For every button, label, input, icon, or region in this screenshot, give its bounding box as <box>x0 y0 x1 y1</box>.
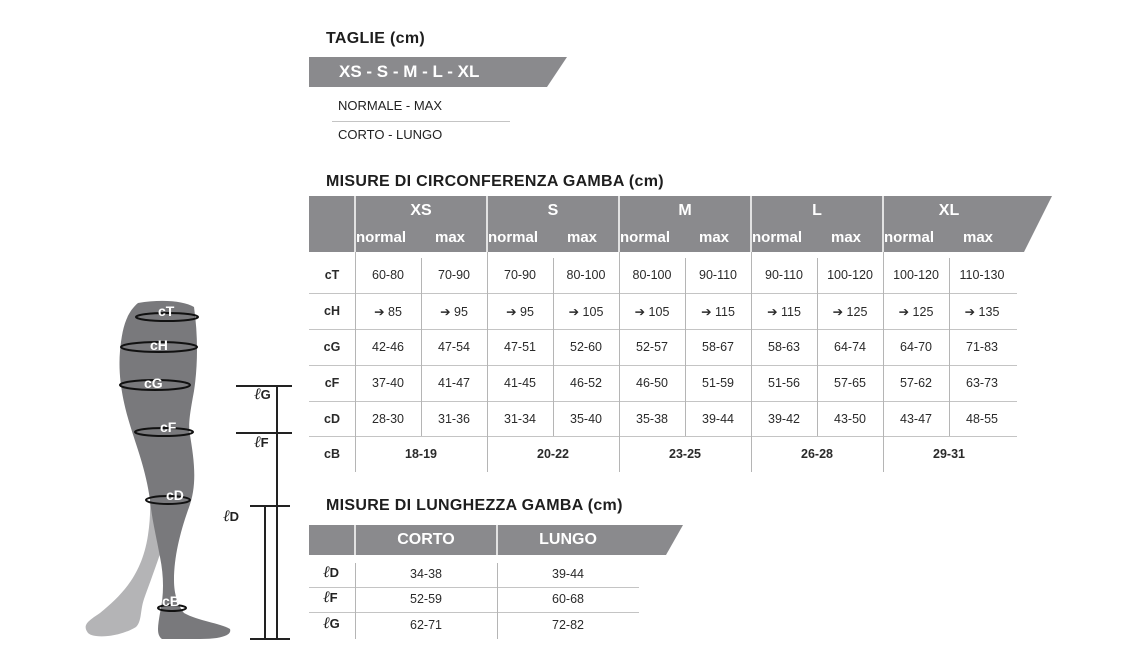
length-cell: 34-38 <box>410 567 442 581</box>
col-l: L <box>812 202 822 219</box>
cell-ct: 110-130 <box>959 268 1005 282</box>
sub-normal: normal <box>620 229 671 246</box>
row-label-cg: cG <box>323 340 341 354</box>
cell-ct: 90-110 <box>699 268 737 282</box>
cell-cf: 37-40 <box>372 376 404 390</box>
row-label-ch: cH <box>324 304 340 318</box>
row-label-cb: cB <box>324 447 340 461</box>
label-cd: cD <box>166 487 184 503</box>
label-ch: cH <box>150 337 168 353</box>
col-xl: XL <box>938 202 960 219</box>
cell-ch: ➔ 105 <box>568 305 604 319</box>
cell-ct: 100-120 <box>827 268 873 282</box>
cell-ct: 70-90 <box>438 268 470 282</box>
label-ct: cT <box>158 303 175 319</box>
cell-cg: 52-60 <box>570 340 602 354</box>
cell-cb: 23-25 <box>669 447 701 461</box>
cell-cd: 39-42 <box>768 412 800 426</box>
circ-title: MISURE DI CIRCONFERENZA GAMBA (cm) <box>326 173 664 190</box>
sizes-banner-text: XS - S - M - L - XL <box>339 62 480 81</box>
cell-cg: 58-63 <box>768 340 800 354</box>
cell-ch: ➔ 115 <box>701 305 735 319</box>
cell-cf: 51-56 <box>768 376 800 390</box>
cell-cd: 31-34 <box>504 412 536 426</box>
cell-cf: 41-45 <box>504 376 536 390</box>
cell-cf: 51-59 <box>702 376 734 390</box>
cell-ct: 70-90 <box>504 268 536 282</box>
length-row-label-g: ℓG <box>323 615 340 632</box>
cell-cg: 64-70 <box>900 340 932 354</box>
length-title: MISURE DI LUNGHEZZA GAMBA (cm) <box>326 497 623 514</box>
cell-cg: 52-57 <box>636 340 668 354</box>
cell-ch: ➔ 125 <box>832 305 868 319</box>
col-xs: XS <box>410 202 432 219</box>
sub-normal: normal <box>884 229 935 246</box>
length-cell: 72-82 <box>552 618 584 632</box>
cell-cg: 58-67 <box>702 340 734 354</box>
cell-ch: ➔ 125 <box>898 305 934 319</box>
sub-max: max <box>435 229 466 246</box>
cell-ch: ➔ 135 <box>964 305 1000 319</box>
cell-cd: 43-47 <box>900 412 932 426</box>
length-row-label-f: ℓF <box>323 589 338 606</box>
cell-ch: ➔ 85 <box>374 305 402 319</box>
cell-ct: 60-80 <box>372 268 404 282</box>
length-cell: 52-59 <box>410 592 442 606</box>
sub-max: max <box>831 229 862 246</box>
cell-cf: 41-47 <box>438 376 470 390</box>
sizes-banner <box>309 57 567 87</box>
cell-cd: 35-38 <box>636 412 668 426</box>
row-label-cd: cD <box>324 412 340 426</box>
col-corto: CORTO <box>397 531 455 548</box>
cell-cd: 28-30 <box>372 412 404 426</box>
row-label-ct: cT <box>324 268 340 282</box>
dim-lf: ℓF <box>254 434 269 451</box>
sub-max: max <box>699 229 730 246</box>
cell-cd: 43-50 <box>834 412 866 426</box>
label-cb: cB <box>162 593 180 609</box>
cell-cd: 35-40 <box>570 412 602 426</box>
sub-normal: normal <box>752 229 803 246</box>
cell-ch: ➔ 95 <box>440 305 468 319</box>
cell-cg: 47-54 <box>438 340 470 354</box>
cell-cb: 18-19 <box>405 447 437 461</box>
cell-cf: 46-50 <box>636 376 668 390</box>
cell-cf: 63-73 <box>966 376 998 390</box>
label-cf: cF <box>160 419 177 435</box>
cell-ct: 80-100 <box>566 268 606 282</box>
cell-cg: 47-51 <box>504 340 536 354</box>
cell-cf: 46-52 <box>570 376 602 390</box>
cell-cg: 42-46 <box>372 340 404 354</box>
cell-ct: 80-100 <box>632 268 672 282</box>
cell-cb: 29-31 <box>933 447 965 461</box>
sizes-option-2: CORTO - LUNGO <box>338 127 443 142</box>
cell-cd: 39-44 <box>702 412 734 426</box>
cell-cg: 64-74 <box>834 340 866 354</box>
sub-normal: normal <box>488 229 539 246</box>
cell-cf: 57-62 <box>900 376 932 390</box>
length-row-label-d: ℓD <box>323 564 340 581</box>
sub-max: max <box>963 229 994 246</box>
circ-table <box>309 196 1054 476</box>
cell-cb: 20-22 <box>537 447 569 461</box>
dim-ld: ℓD <box>223 508 240 525</box>
cell-ct: 100-120 <box>893 268 939 282</box>
sizes-option-1: NORMALE - MAX <box>338 98 443 113</box>
length-cell: 39-44 <box>552 567 584 581</box>
cell-cd: 31-36 <box>438 412 470 426</box>
cell-ch: ➔ 115 <box>767 305 801 319</box>
sub-normal: normal <box>356 229 407 246</box>
cell-ch: ➔ 105 <box>634 305 670 319</box>
dimension-lines <box>223 380 300 645</box>
cell-ch: ➔ 95 <box>506 305 534 319</box>
length-cell: 60-68 <box>552 592 584 606</box>
cell-cg: 71-83 <box>966 340 998 354</box>
col-m: M <box>678 202 692 219</box>
cell-cb: 26-28 <box>801 447 833 461</box>
cell-ct: 90-110 <box>765 268 803 282</box>
row-label-cf: cF <box>324 376 340 390</box>
length-cell: 62-71 <box>410 618 442 632</box>
col-s: S <box>547 202 559 219</box>
dim-lg: ℓG <box>254 386 271 403</box>
label-cg: cG <box>144 375 163 391</box>
sub-max: max <box>567 229 598 246</box>
length-table <box>309 525 689 645</box>
sizes-title: TAGLIE (cm) <box>326 30 426 47</box>
cell-cd: 48-55 <box>966 412 998 426</box>
col-lungo: LUNGO <box>539 531 597 548</box>
cell-cf: 57-65 <box>834 376 866 390</box>
